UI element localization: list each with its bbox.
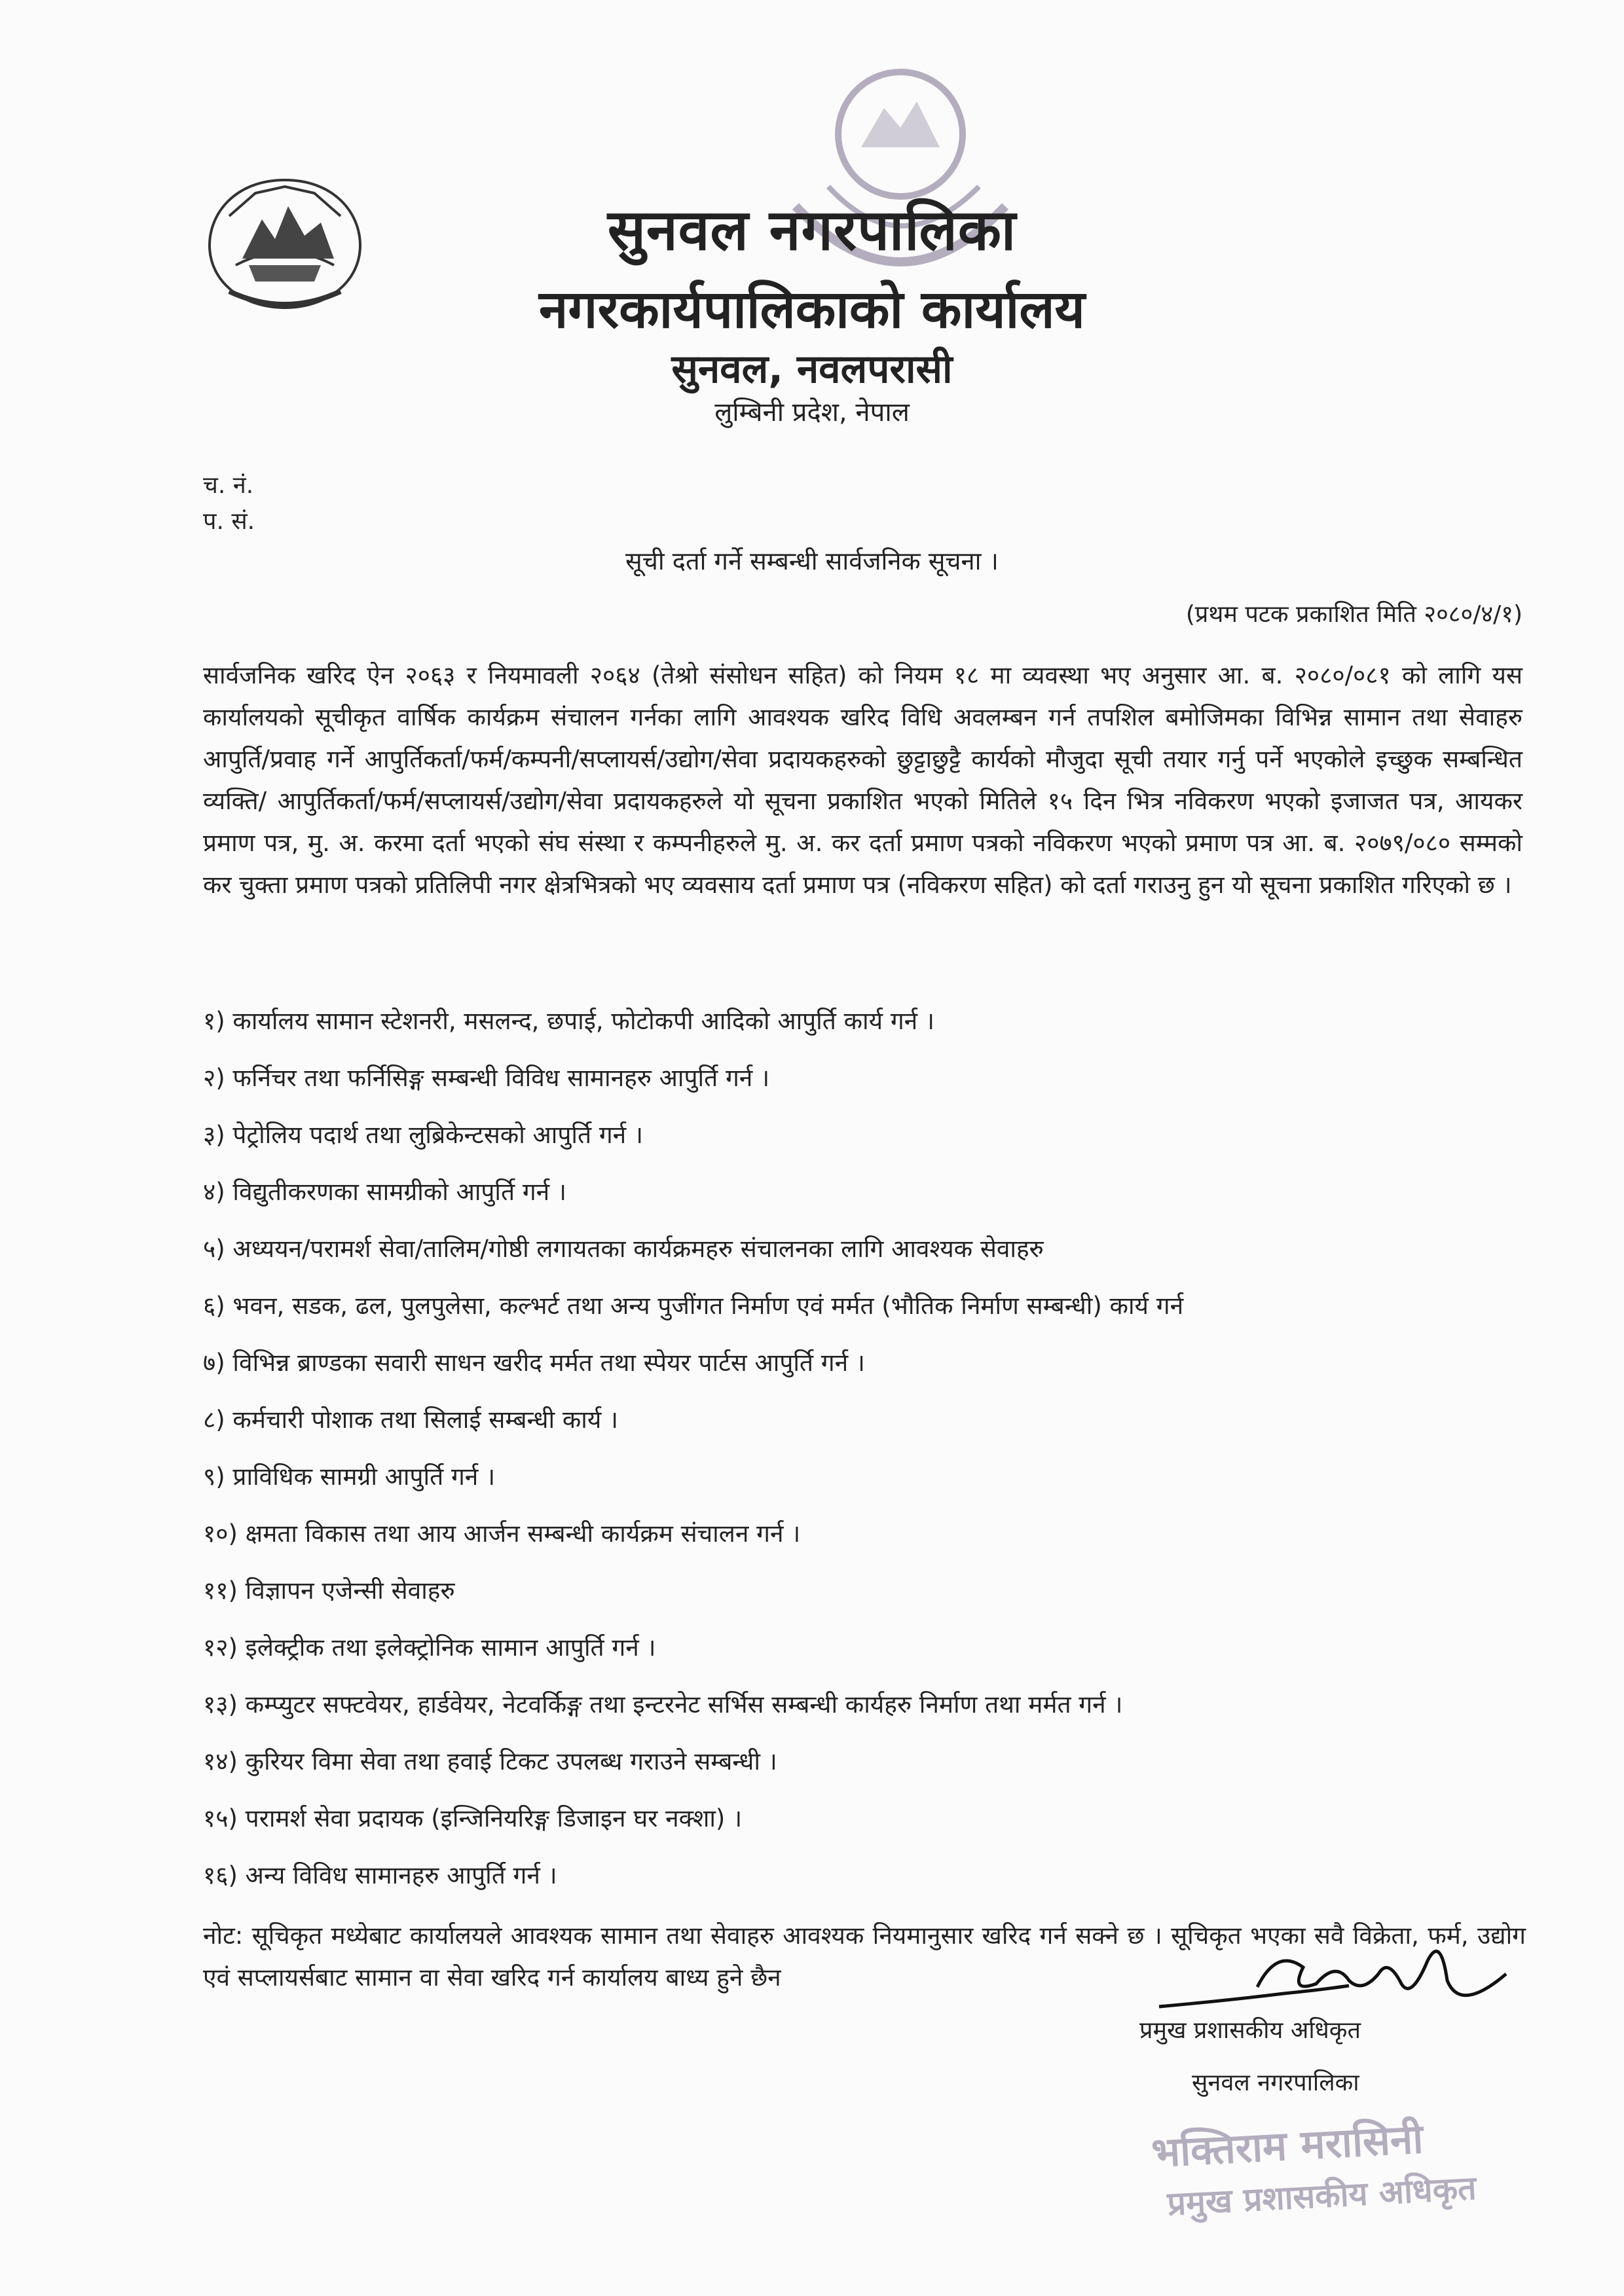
list-item: ११) विज्ञापन एजेन्सी सेवाहरु	[203, 1576, 455, 1605]
service-list	[203, 1005, 1545, 1916]
office-name: नगरकार्यपालिकाको कार्यालय	[539, 279, 1085, 340]
notice-body: सार्वजनिक खरिद ऐन २०६३ र नियमावली २०६४ (तेश्रो संसोधन सहित) को नियम १८ मा व्यवस्था भए अनुसार आ. ब. २०८०/०८१ को लागि यस कार्यालयको सूचीकृत वार्षिक कार्यक्रम संचालन गर्नका लागि आवश्यक खरिद विधि अवलम्बन गर्न तपशिल बमोजिमका विभिन्न सामान तथा सेवाहरु आपुर्ति/प्रवाह गर्ने आपुर्तिकर्ता/फर्म/कम्पनी/सप्लायर्स/उद्योग/सेवा प्रदायकहरुको छुट्टाछुट्टै कार्यको मौजुदा सूची तयार गर्नु पर्ने भएकोले इच्छुक सम्बन्धित व्यक्ति/ आपुर्तिकर्ता/फर्म/सप्लायर्स/उद्योग/सेवा प्रदायकहरुले यो सूचना प्रकाशित भएको मितिले १५ दिन भित्र नविकरण भएको इजाजत पत्र, आयकर प्रमाण पत्र, मु. अ. करमा दर्ता भएको संघ संस्था र कम्पनीहरुले मु. अ. कर दर्ता प्रमाण पत्रको नविकरण भएको प्रमाण पत्र आ. ब. २०७९/०८० सम्मको कर चुक्ता प्रमाण पत्रको प्रतिलिपी नगर क्षेत्रभित्रको भए व्यवसाय दर्ता प्रमाण पत्र (नविकरण सहित) को दर्ता गराउनु हुन यो सूचना प्रकाशित गरिएको छ ।	[203, 661, 1522, 899]
list-item: १४) कुरियर विमा सेवा तथा हवाई टिकट उपलब्ध गराउने सम्बन्धी ।	[203, 1747, 777, 1776]
list-item: १२) इलेक्ट्रीक तथा इलेक्ट्रोनिक सामान आपुर्ति गर्न ।	[203, 1633, 656, 1662]
list-item: ५) अध्ययन/परामर्श सेवा/तालिम/गोष्ठी लगायतका कार्यक्रमहरु संचालनका लागि आवश्यक सेवाहरु	[203, 1235, 1044, 1263]
list-item: १५) परामर्श सेवा प्रदायक (इन्जिनियरिङ्ग डिजाइन घर नक्शा) ।	[203, 1804, 743, 1832]
list-item: १०) क्षमता विकास तथा आय आर्जन सम्बन्धी कार्यक्रम संचालन गर्न ।	[203, 1520, 801, 1548]
list-item: १) कार्यालय सामान स्टेशनरी, मसलन्द, छपाई, फोटोकपी आदिको आपुर्ति कार्य गर्न ।	[203, 1007, 934, 1035]
signatory-office: सुनवल नगरपालिका	[1192, 2069, 1359, 2096]
list-item: ६) भवन, सडक, ढल, पुलपुलेसा, कल्भर्ट तथा अन्य पुजींगत निर्माण एवं मर्मत (भौतिक निर्माण सम्बन्धी) कार्य गर्न	[203, 1292, 1184, 1320]
notice-note: नोट: सूचिकृत मध्येबाट कार्यालयले आवश्यक सामान तथा सेवाहरु आवश्यक नियमानुसार खरिद गर्न सक्ने छ । सूचिकृत भएका सवै विक्रेता, फर्म, उद्योग एवं सप्लायर्सबाट सामान वा सेवा खरिद गर्न कार्यालय बाध्य हुने छैन	[203, 1922, 1526, 1992]
municipality-name: सुनवल नगरपालिका	[607, 198, 1017, 263]
letter-number-label: प. सं.	[203, 508, 255, 535]
signatory-title: प्रमुख प्रशासकीय अधिकृत	[1139, 2017, 1361, 2044]
list-item: ३) पेट्रोलिय पदार्थ तथा लुब्रिकेन्टसको आपुर्ति गर्न ।	[203, 1121, 643, 1149]
dispatch-number-label: च. नं.	[203, 472, 254, 499]
office-location: सुनवल, नवलपरासी	[671, 346, 953, 392]
stamp-title-text: प्रमुख प्रशासकीय अधिकृत	[1166, 2168, 1477, 2223]
list-item: १६) अन्य विविध सामानहरु आपुर्ति गर्न ।	[203, 1861, 557, 1889]
list-item: ९) प्राविधिक सामग्री आपुर्ति गर्न ।	[203, 1463, 496, 1491]
notice-subject: सूची दर्ता गर्ने सम्बन्धी सार्वजनिक सूचना ।	[625, 547, 999, 575]
official-name-stamp	[1139, 2108, 1532, 2226]
list-item: ८) कर्मचारी पोशाक तथा सिलाई सम्बन्धी कार्य ।	[203, 1406, 619, 1434]
province-country: लुम्बिनी प्रदेश, नेपाल	[714, 397, 910, 428]
publish-date: (प्रथम पटक प्रकाशित मिति २०८०/४/१)	[1185, 601, 1522, 628]
list-item: १३) कम्प्युटर सफ्टवेयर, हार्डवेयर, नेटवर्किङ्ग तथा इन्टरनेट सर्भिस सम्बन्धी कार्यहरु निर्माण तथा मर्मत गर्न ।	[203, 1690, 1123, 1719]
list-item: ७) विभिन्न ब्राण्डका सवारी साधन खरीद मर्मत तथा स्पेयर पार्टस आपुर्ति गर्न ।	[203, 1349, 865, 1377]
list-item: ४) विद्युतीकरणका सामग्रीको आपुर्ति गर्न ।	[203, 1178, 566, 1206]
list-item: २) फर्निचर तथा फर्निसिङ्ग सम्बन्धी विविध सामानहरु आपुर्ति गर्न ।	[203, 1064, 770, 1092]
stamp-name-text: भक्तिराम मरासिनी	[1150, 2115, 1425, 2177]
